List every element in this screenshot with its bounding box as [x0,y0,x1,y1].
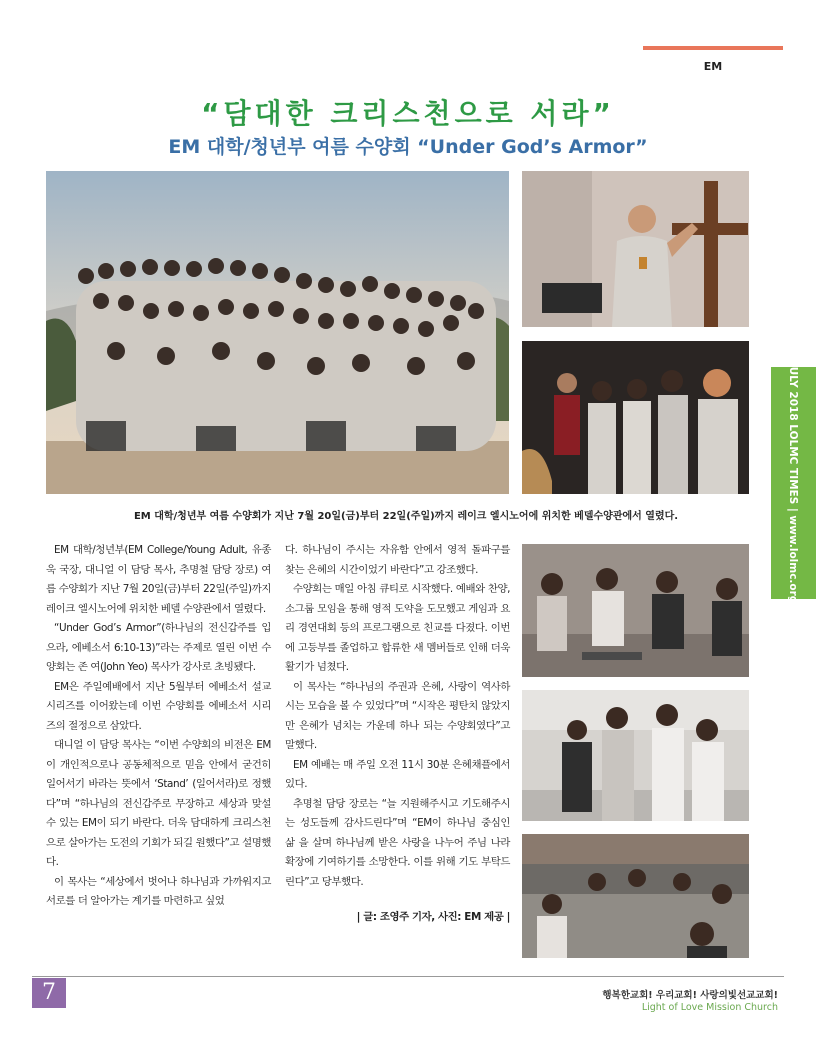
photo-caption: EM 대학/청년부 여름 수양회가 지난 7월 20일(금)부터 22일(주일)까지 레이크 엘시노어에 위치한 베델수양관에서 열렸다. [133,511,679,522]
article-paragraph: 대니얼 이 담당 목사는 “이번 수양회의 비전은 EM이 개인적으로나 공동체적으로 믿음 안에서 굳건히 일어서기 바라는 뜻에서 ‘Stand’ (일어서라)로 정했다”며 “하나님의 전신갑주로 무장하고 세상과 맞설 수 있는 EM이 되기 바란다. 더욱 담대하게 크리스천으로 살아가는 도전의 기회가 되길 원했다”고 설명했다. [46,739,271,868]
section-label: EM [703,60,723,73]
article-paragraph: 추명철 담당 장로는 “늘 지원해주시고 기도해주시는 성도들께 감사드린다”며 “EM이 하나님 중심인 삶 을 살며 하나님께 받은 사랑을 나누어 주님 나라 확장에 기여하기를 소망한다. 이를 위해 기도 부탁드린다”고 당부했다. [285,797,510,888]
worship-photo [522,341,749,494]
smallgroup-photo [522,544,749,677]
article-paragraph: 다. 하나님이 주시는 자유함 안에서 영적 돌파구를 찾는 은혜의 시간이었기 바란다”고 강조했다. [285,544,510,576]
circle-photo [522,834,749,958]
article-credit: | 글: 조영주 기자, 사진: EM 제공 | [356,911,510,923]
footer-church-name: Light of Love Mission Church [641,1002,778,1013]
page-number: 7 [32,978,66,1008]
side-issue-tab [771,362,816,604]
article-subtitle: EM 대학/청년부 여름 수양회 “Under God’s Armor” [168,136,648,158]
group-photo [46,171,509,494]
footer-slogan: 행복한교회! 우리교회! 사랑의빛선교교회! [602,990,778,1001]
article-paragraph: EM 대학/청년부(EM College/Young Adult, 유종욱 국장, 대니얼 이 담당 목사, 추명철 담당 장로) 여름 수양회가 지난 7월 20일(금)부터 22일(주일)까지 레이크 엘시노어에 위치한 베델 수양관에서 열렸다. [46,544,271,615]
article-title: “담대한 크리스천으로 서라” [201,97,615,130]
game-photo [522,690,749,821]
article-paragraph: EM은 주일예배에서 지난 5월부터 에베소서 설교 시리즈를 이어왔는데 이번 수양회를 에베소서 시리즈의 절정으로 삼았다. [46,680,271,732]
article-column-1 [46,541,271,912]
article-paragraph: 수양회는 매일 아침 큐티로 시작했다. 예배와 찬양, 소그룹 모임을 통해 영적 도약을 도모했고 게임과 요리 경연대회 등의 프로그램으로 친교를 다졌다. 이번에 고등부를 졸업하고 합류한 새 멤버들로 인해 더욱 활기가 넘쳤다. [285,583,510,673]
article-column-2 [285,541,510,928]
article-paragraph: EM 예배는 매 주일 오전 11시 30분 은혜채플에서 있다. [285,758,510,790]
article-paragraph: 이 목사는 “하나님의 주권과 은혜, 사랑이 역사하시는 모습을 볼 수 있었다”며 “시작은 평탄치 않았지만 은혜가 넘치는 가운데 하나 되는 수양회였다”고 말했다. [285,680,510,751]
article-paragraph: “Under God’s Armor”(하나님의 전신갑주를 입으라, 에베소서 6:10-13)”라는 주제로 열린 이번 수양회는 존 여(John Yeo) 목사가 강사로 초빙됐다. [46,622,271,673]
footer-divider [32,976,784,977]
speaker-photo [522,171,749,327]
side-tab-text: JULY 2018 LOLMC TIMES | www.lolmc.org [787,362,799,604]
article-paragraph: 이 목사는 “세상에서 벗어나 하나님과 가까워지고 서로를 더 알아가는 계기를 마련하고 싶었 [46,875,271,907]
header-accent-bar [643,46,783,50]
